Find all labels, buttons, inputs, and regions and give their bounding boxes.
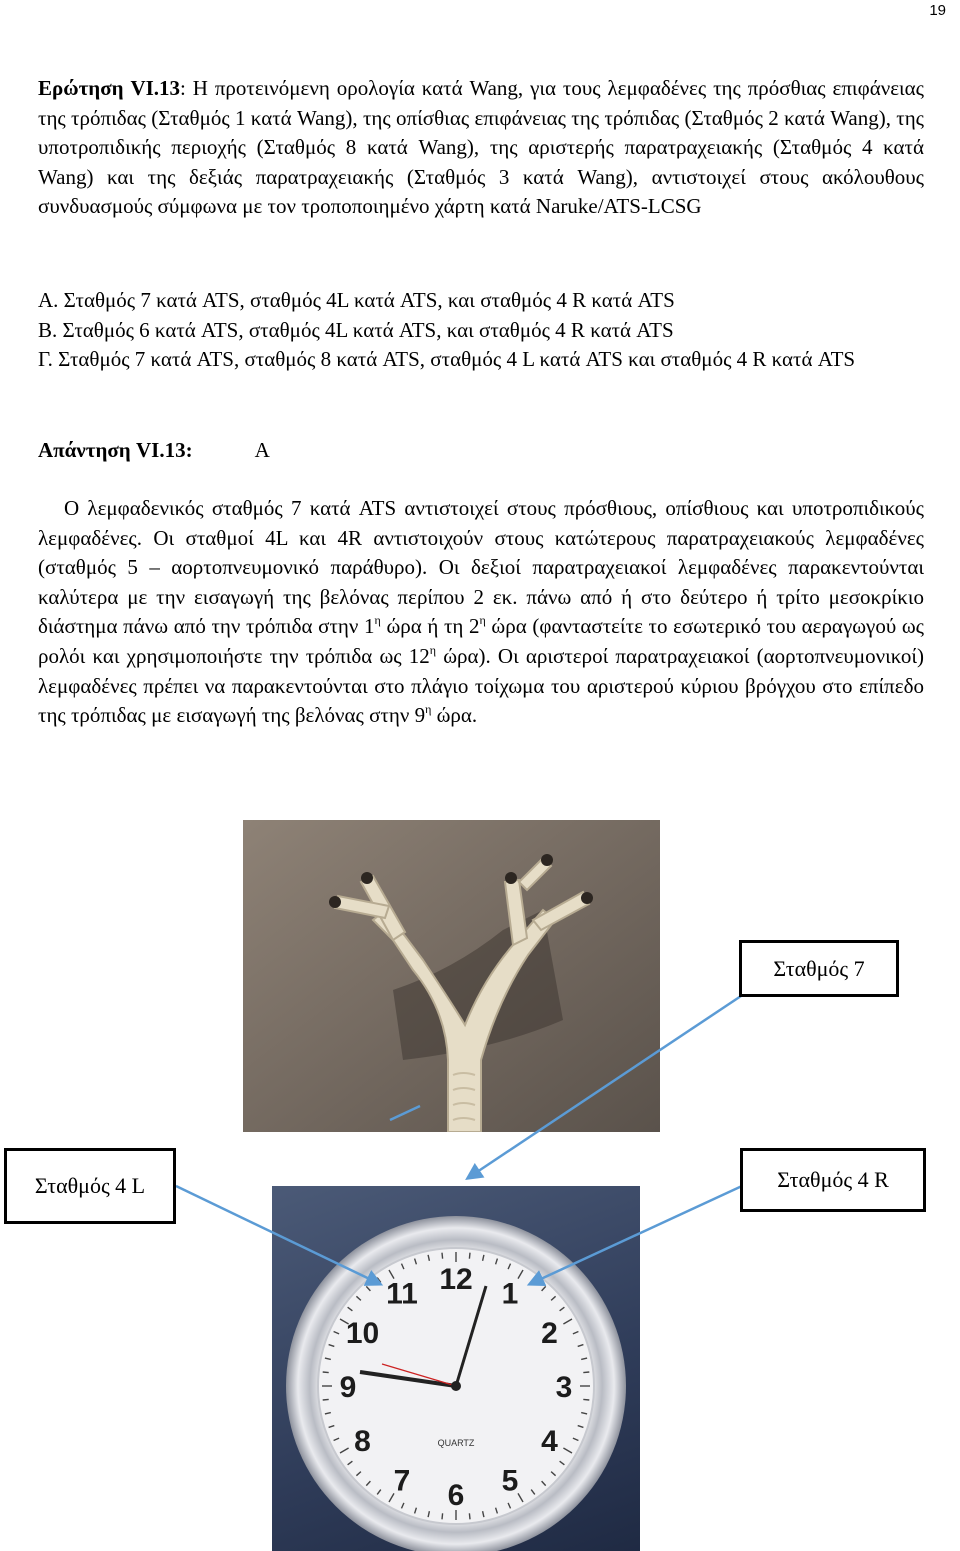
clock-tick	[323, 1372, 329, 1373]
clock-tick	[323, 1399, 329, 1400]
clock-image	[272, 1186, 640, 1551]
label-station4l-text: Σταθμός 4 L	[34, 1173, 146, 1198]
label-station4r-text: Σταθμός 4 R	[777, 1167, 889, 1192]
clock-numeral: 11	[386, 1277, 418, 1311]
page-number: 19	[929, 2, 946, 19]
bronchial-tree-image	[243, 820, 660, 1132]
clock-tick	[583, 1399, 589, 1400]
clock-numeral: 6	[447, 1479, 465, 1512]
clock-photo	[272, 1186, 640, 1551]
figure	[0, 800, 960, 1551]
clock-numeral: 9	[339, 1371, 357, 1404]
option-c: Γ. Σταθμός 7 κατά ATS, σταθμός 8 κατά ATS, σταθμός 4 L κατά ATS και σταθμός 4 R κατά ATS	[38, 347, 856, 372]
question-label: Ερώτηση VI.13	[38, 76, 181, 100]
clock-numeral: 4	[541, 1425, 558, 1458]
explanation-part2: ώρα ή τη 2	[380, 614, 480, 639]
question-text: : Η προτεινόμενη ορολογία κατά Wang, για τους λεμφαδένες της πρόσθιας επιφάνειας της τρόπιδας (Σταθμός 1 κατά Wang), της οπίσθιας επιφάνειας της τρόπιδας (Σταθμός 2 κατά Wang), της υποτροπιδικής περιοχής (Σταθμός 8 κατά Wang), της αριστερής παρατραχειακής (Σταθμός 4 κατά Wang) και της δεξιάς παρατραχειακής (Σταθμός 3 κατά Wang), αντιστοιχεί στους ακόλουθους συνδυασμούς σύμφωνα με τον τροποποιημένο χάρτη κατά Naruke/ATS-LCSG	[38, 76, 924, 219]
clock-numeral: 12	[439, 1263, 473, 1296]
option-a: Α. Σταθμός 7 κατά ATS, σταθμός 4L κατά ATS, και σταθμός 4 R κατά ATS	[38, 288, 675, 312]
label-station4l	[4, 1148, 176, 1224]
explanation-part3: ώρα (φανταστείτε το εσωτερικό του αεραγωγού ως ρολόι και χρησιμοποιήστε την τρόπιδα ως 12	[38, 614, 924, 668]
answer-label: Απάντηση VI.13:	[38, 438, 193, 462]
answer-value: Α	[254, 438, 270, 462]
bronchial-tree-photo	[243, 820, 660, 1132]
clock-numeral: 2	[541, 1317, 558, 1350]
superscript-3: η	[429, 642, 437, 657]
explanation-paragraph	[38, 494, 924, 731]
clock-tick	[583, 1372, 589, 1373]
clock-tick	[442, 1513, 443, 1519]
label-station7-text: Σταθμός 7	[773, 955, 865, 981]
label-station4r	[740, 1148, 926, 1212]
clock-numeral: 8	[354, 1425, 371, 1458]
explanation-part4: ώρα). Οι αριστεροί παρατραχειακοί (αορτοπνευμονικοί) λεμφαδένες πρέπει να παρακεντούνται στο πλάγιο τοίχωμα του αριστερού κύριου βρόγχου στο επίπεδο της τρόπιδας με εισαγωγή της βελόνας στην 9	[38, 643, 925, 728]
superscript-4: η	[425, 702, 432, 717]
option-b: Β. Σταθμός 6 κατά ATS, σταθμός 4L κατά ATS, και σταθμός 4 R κατά ATS	[38, 317, 674, 342]
clock-numeral: 3	[555, 1371, 573, 1404]
explanation-part1: Ο λεμφαδενικός σταθμός 7 κατά ATS αντιστοιχεί στους πρόσθιους, οπίσθιους και υποτροπιδικούς λεμφαδένες. Οι σταθμοί 4L και 4R αντιστοιχούν στους κατώτερους παρατραχειακούς λεμφαδένες (σταθμός 5 – αορτοπνευμονικό παράθυρο). Οι δεξιοί παρατραχειακοί λεμφαδένες παρακεντούνται καλύτερα με την εισαγωγή της βελόνας περίπου 2 εκ. πάνω από ή στο δεύτερο ή τρίτο μεσοκρίκιο διάστημα πάνω από την τρόπιδα στην 1	[38, 496, 924, 639]
clock-tick	[442, 1253, 443, 1259]
superscript-1: η	[374, 613, 381, 628]
clock-numeral: 1	[501, 1277, 519, 1311]
label-station7	[739, 940, 899, 997]
clock-tick	[469, 1253, 470, 1259]
clock-numeral: 5	[501, 1464, 519, 1498]
clock-numeral: 7	[393, 1464, 411, 1498]
clock-numeral: 10	[345, 1317, 380, 1350]
explanation-part5: ώρα.	[431, 703, 478, 728]
answer-line	[38, 436, 924, 466]
question-paragraph	[38, 74, 924, 222]
clock-tick	[469, 1513, 470, 1519]
answer-options	[38, 286, 924, 375]
clock-brand: QUARTZ	[437, 1438, 475, 1448]
superscript-2: η	[479, 613, 486, 628]
